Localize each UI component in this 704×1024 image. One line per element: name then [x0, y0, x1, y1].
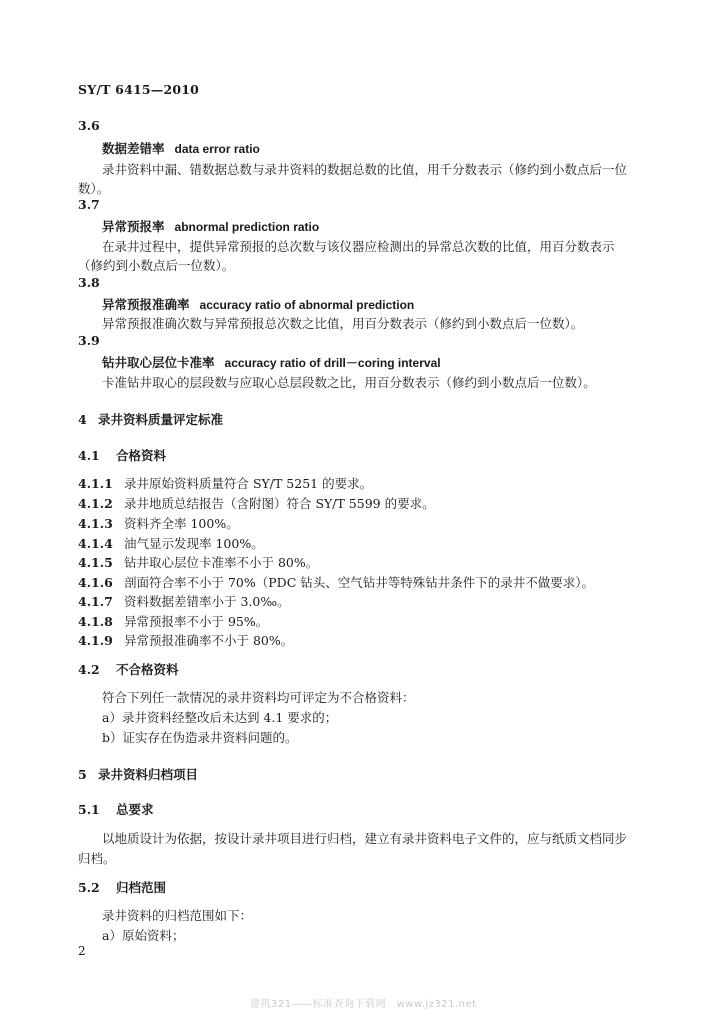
- term-3-7: [102, 217, 319, 235]
- section-number: 5.1: [78, 802, 100, 817]
- clause-number-3-8: 3.8: [78, 275, 100, 290]
- list-item-a: a）录井资料经整改后未达到 4.1 要求的；: [102, 710, 338, 725]
- item-text: 录井原始资料质量符合 SY/T 5251 的要求。: [124, 476, 373, 491]
- item-number: 4.1.4: [78, 536, 113, 551]
- list-item-4-1-4: [78, 534, 264, 552]
- paragraph-line: 以地质设计为依据，按设计录井项目进行归档，建立有录井资料电子文件的，应与纸质文档同步: [102, 831, 628, 846]
- section-heading-5-2: [78, 878, 166, 896]
- definition-line: 异常预报准确次数与异常预报总次数之比值，用百分数表示（修约到小数点后一位数）。: [102, 316, 584, 331]
- section-title: 录井资料归档项目: [98, 767, 199, 782]
- section-title: 不合格资料: [116, 662, 179, 677]
- section-title: 录井资料质量评定标准: [98, 412, 224, 427]
- paragraph-line: 归档。: [78, 851, 116, 866]
- section-heading-5: [78, 765, 198, 783]
- item-text: 油气显示发现率 100%。: [124, 536, 264, 551]
- section-title: 总要求: [116, 802, 154, 817]
- list-item-4-1-8: [78, 612, 268, 630]
- section-heading-4-1: [78, 446, 166, 464]
- definition-line: 卡准钻井取心的层段数与应取心总层段数之比，用百分数表示（修约到小数点后一位数）。: [102, 375, 596, 390]
- item-number: 4.1.9: [78, 633, 113, 648]
- section-title: 合格资料: [116, 448, 167, 463]
- item-text: 异常预报准确率不小于 80%。: [124, 633, 294, 648]
- term-3-6: [102, 139, 260, 157]
- term-en: accuracy ratio of drill－coring interval: [224, 356, 441, 370]
- section-number: 4: [78, 412, 87, 427]
- clause-number-3-7: 3.7: [78, 197, 100, 212]
- list-item-4-1-9: [78, 631, 293, 649]
- item-number: 4.1.3: [78, 516, 113, 531]
- term-cn: 异常预报准确率: [102, 297, 190, 312]
- section-heading-5-1: [78, 800, 154, 818]
- list-item-4-1-5: [78, 553, 318, 571]
- item-text: 资料数据差错率小于 3.0‰。: [124, 594, 290, 609]
- item-number: 4.1.2: [78, 496, 113, 511]
- list-item-4-1-7: [78, 592, 290, 610]
- document-id: SY/T 6415—2010: [78, 82, 200, 97]
- paragraph-line: 符合下列任一款情况的录井资料均可评定为不合格资料：: [102, 690, 415, 705]
- term-en: accuracy ratio of abnormal prediction: [199, 298, 415, 312]
- item-number: 4.1.8: [78, 614, 113, 629]
- term-cn: 钻井取心层位卡准率: [102, 355, 215, 370]
- item-text: 剖面符合率不小于 70%（PDC 钻头、空气钻井等特殊钻井条件下的录井不做要求）。: [124, 575, 594, 590]
- term-en: data error ratio: [174, 142, 260, 156]
- list-item-4-1-1: [78, 474, 372, 492]
- list-item-b: b）证实存在伪造录井资料问题的。: [102, 730, 298, 745]
- item-number: 4.1.7: [78, 594, 113, 609]
- item-text: 资料齐全率 100%。: [124, 516, 239, 531]
- section-title: 归档范围: [116, 880, 167, 895]
- section-number: 5: [78, 767, 87, 782]
- item-text: 异常预报率不小于 95%。: [124, 614, 269, 629]
- term-en: abnormal prediction ratio: [174, 220, 320, 234]
- section-number: 4.2: [78, 662, 100, 677]
- term-3-9: [102, 353, 441, 371]
- definition-line: 数）。: [78, 181, 110, 196]
- list-item-4-1-3: [78, 514, 239, 532]
- section-number: 4.1: [78, 448, 100, 463]
- definition-line: 在录井过程中，提供异常预报的总次数与该仪器应检测出的异常总次数的比值，用百分数表示: [102, 239, 615, 254]
- section-heading-4: [78, 410, 223, 428]
- page-number: 2: [78, 944, 86, 958]
- section-number: 5.2: [78, 880, 100, 895]
- item-text: 录井地质总结报告（含附图）符合 SY/T 5599 的要求。: [124, 496, 435, 511]
- item-number: 4.1.1: [78, 476, 113, 491]
- item-text: 钻井取心层位卡准率不小于 80%。: [124, 555, 319, 570]
- list-item-4-1-6: [78, 573, 594, 591]
- clause-number-3-6: 3.6: [78, 118, 100, 133]
- paragraph-line: 录井资料的归档范围如下：: [102, 908, 253, 923]
- watermark: 建筑321——标准查询下载网 www.jz321.net: [250, 999, 477, 1010]
- term-cn: 异常预报率: [102, 219, 165, 234]
- term-3-8: [102, 295, 414, 313]
- list-item-a: a）原始资料；: [102, 928, 185, 943]
- definition-line: 录井资料中漏、错数据总数与录井资料的数据总数的比值，用千分数表示（修约到小数点后一位: [102, 162, 628, 177]
- term-cn: 数据差错率: [102, 141, 165, 156]
- section-heading-4-2: [78, 660, 179, 678]
- list-item-4-1-2: [78, 494, 435, 512]
- clause-number-3-9: 3.9: [78, 333, 100, 348]
- item-number: 4.1.6: [78, 575, 113, 590]
- item-number: 4.1.5: [78, 555, 113, 570]
- definition-line: （修约到小数点后一位数）。: [78, 258, 235, 273]
